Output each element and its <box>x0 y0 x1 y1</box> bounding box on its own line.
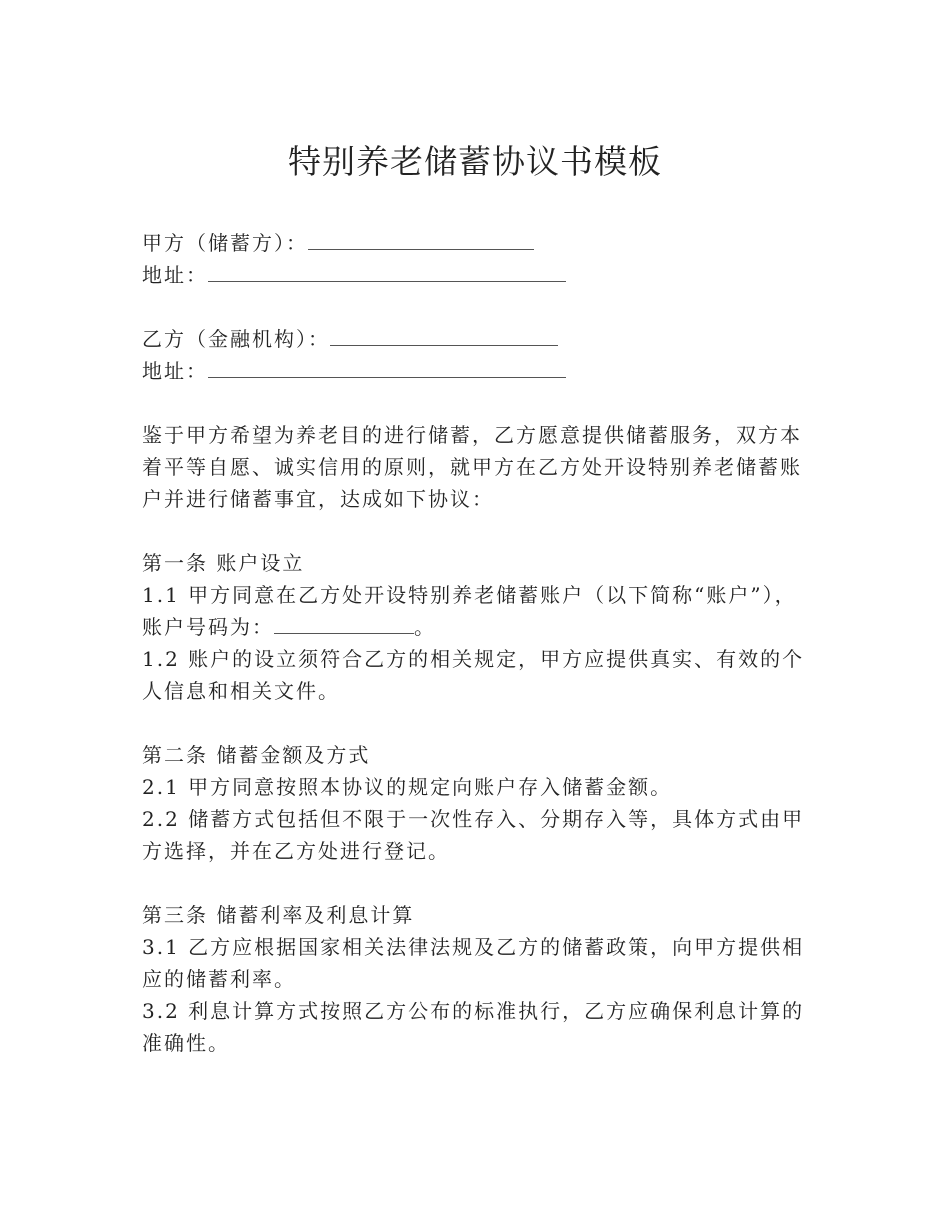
article-3-heading: 第三条 储蓄利率及利息计算 <box>142 903 415 927</box>
party-b-label: 乙方（金融机构）： <box>142 327 330 351</box>
article-1-heading: 第一条 账户设立 <box>142 551 305 575</box>
clause-1-2-line-1: 1.2 账户的设立须符合乙方的相关规定，甲方应提供真实、有效的个 <box>142 647 805 671</box>
clause-1-1-line-1: 1.1 甲方同意在乙方处开设特别养老储蓄账户（以下简称“账户”）， <box>142 583 797 607</box>
clause-3-1-line-1: 3.1 乙方应根据国家相关法律法规及乙方的储蓄政策，向甲方提供相 <box>142 935 805 959</box>
clause-3-2-line-1: 3.2 利息计算方式按照乙方公布的标准执行，乙方应确保利息计算的 <box>142 999 805 1023</box>
clause-1-1-line-2 <box>142 611 832 643</box>
party-a-name-blank[interactable] <box>308 227 534 250</box>
party-a-address-blank[interactable] <box>208 259 566 282</box>
clause-3-1-line-2: 应的储蓄利率。 <box>142 967 296 991</box>
party-a-line <box>142 227 832 259</box>
clause-2-2-line-1: 2.2 储蓄方式包括但不限于一次性存入、分期存入等，具体方式由甲 <box>142 807 805 831</box>
clause-3-2-line-2: 准确性。 <box>142 1031 230 1055</box>
account-number-blank[interactable] <box>274 611 414 634</box>
clause-2-1: 2.1 甲方同意按照本协议的规定向账户存入储蓄金额。 <box>142 775 673 799</box>
party-b-line <box>142 323 832 355</box>
party-a-address-line <box>142 259 832 291</box>
party-b-address-blank[interactable] <box>208 355 566 378</box>
spacer <box>142 515 832 547</box>
preamble-line-2: 着平等自愿、诚实信用的原则，就甲方在乙方处开设特别养老储蓄账 <box>142 455 802 479</box>
party-a-address-label: 地址： <box>142 263 208 287</box>
clause-end-mark: 。 <box>414 615 436 639</box>
article-2-heading: 第二条 储蓄金额及方式 <box>142 743 371 767</box>
party-b-address-label: 地址： <box>142 359 208 383</box>
clause-1-2-line-2: 人信息和相关文件。 <box>142 679 340 703</box>
account-number-label: 账户号码为： <box>142 615 274 639</box>
document-title: 特别养老储蓄协议书模板 <box>288 142 662 181</box>
party-b-name-blank[interactable] <box>330 323 558 346</box>
spacer <box>142 291 832 323</box>
spacer <box>142 867 832 899</box>
clause-2-2-line-2: 方选择，并在乙方处进行登记。 <box>142 839 450 863</box>
party-a-label: 甲方（储蓄方）： <box>142 231 308 255</box>
preamble-line-1: 鉴于甲方希望为养老目的进行储蓄，乙方愿意提供储蓄服务，双方本 <box>142 423 802 447</box>
party-b-address-line <box>142 355 832 387</box>
spacer <box>142 707 832 739</box>
preamble-line-3: 户并进行储蓄事宜，达成如下协议： <box>142 487 494 511</box>
spacer <box>142 387 832 419</box>
document-body <box>142 227 832 1059</box>
